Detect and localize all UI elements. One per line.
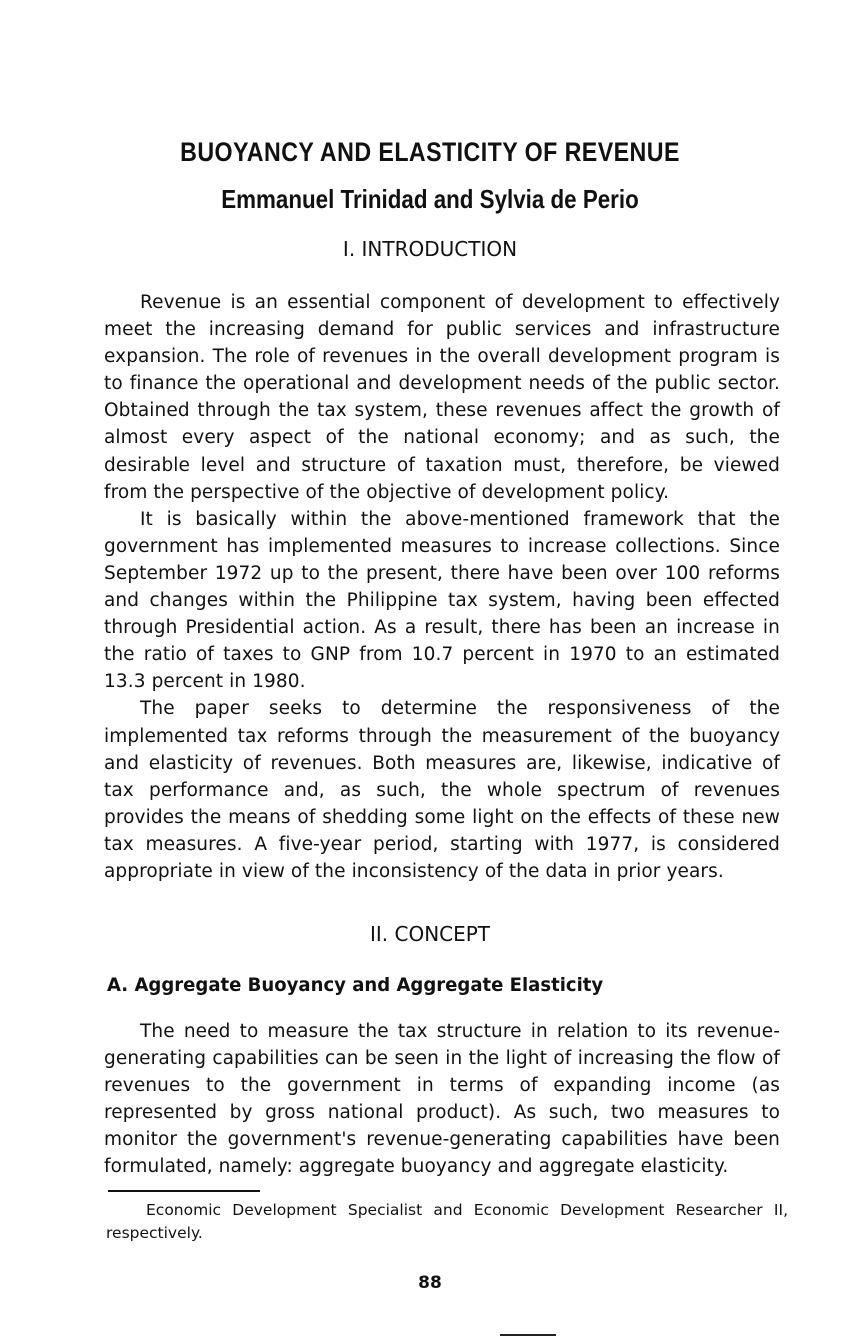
paper-title: BUOYANCY AND ELASTICITY OF REVENUE: [180, 137, 680, 167]
introduction-body: [104, 289, 780, 885]
paragraph: The paper seeks to determine the responsiveness of the implemented tax reforms through the measurement of the buoyancy and elasticity of revenues. Both measures are, likewise, indicative of tax performance and, as such, the whole spectrum of revenues provides the means of shedding some light on the effects of these new tax measures. A five-year period, starting with 1977, is considered appropriate in view of the inconsistency of the data in prior years.: [104, 698, 780, 882]
section-heading-introduction: I. INTRODUCTION: [342, 237, 518, 261]
paragraph: Revenue is an essential component of development to effectively meet the increasing demand for public services and infrastructure expansion. The role of revenues in the overall development program is to finance the operational and development needs of the public sector. Obtained through the tax system, these revenues affect the growth of almost every aspect of the national economy; and as such, the desirable level and structure of taxation must, therefore, be viewed from the perspective of the objective of development policy.: [104, 292, 780, 503]
paragraph: The need to measure the tax structure in relation to its revenue-generating capabilities can be seen in the light of increasing the flow of revenues to the government in terms of expanding income (as represented by gross national product). As such, two measures to monitor the government's revenue-generating capabilities have been formulated, namely: aggregate buoyancy and aggregate elasticity.: [104, 1021, 780, 1178]
page-edge-mark: [500, 1334, 556, 1336]
paper-authors: Emmanuel Trinidad and Sylvia de Perio: [221, 184, 639, 214]
subsection-heading: A. Aggregate Buoyancy and Aggregate Elasticity: [107, 974, 604, 996]
page-number: 88: [418, 1273, 442, 1293]
paragraph: It is basically within the above-mentioned framework that the government has implemented measures to increase collections. Since September 1972 up to the present, there have been over 100 reforms and changes within the Philippine tax system, having been effected through Presidential action. As a result, there has been an increase in the ratio of taxes to GNP from 10.7 percent in 1970 to an estimated 13.3 percent in 1980.: [104, 508, 780, 693]
footnote: Economic Development Specialist and Economic Development Researcher II, respectively.: [106, 1201, 788, 1242]
section-heading-concept: II. CONCEPT: [369, 922, 491, 946]
footnote-divider: [108, 1190, 260, 1192]
concept-body: [104, 1018, 780, 1181]
